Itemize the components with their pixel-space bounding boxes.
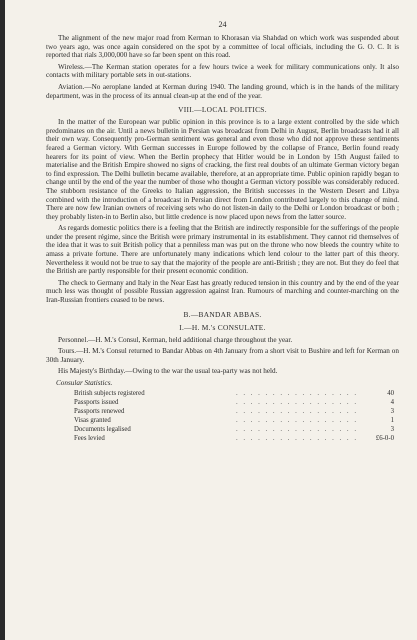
stats-value: 40 (387, 390, 394, 397)
section-heading-bandar-abbas: B.—BANDAR ABBAS. (183, 309, 262, 319)
stats-row (74, 398, 394, 407)
paragraph-domestic-politics: As regards domestic politics there is a feeling that the British are indirectly responsible for the sufferings of the people under the present régime, since the British were primary instrumental in its establishment. They cannot rid themselves of the idea that it was to suit British policy that a penniless man was put on the throne who now bleeds the country white to amass a private fortune. There are unfortunately many indications which lend colour to the latter part of this theory. Nevertheless it would not be true to say that the majority of the people are anti-British ; they are not. But they do feel that the British are partly responsible for their present economic condition. (46, 224, 399, 276)
paragraph-european-war: In the matter of the European war public opinion in this province is to a large extent controlled by the side which predominates on the air. Until a news bulletin in Persian was broadcast from Delhi in August, Berlin broadcasts had it all their own way. Consequently pro-German sentiment was general and even those who did not approve these sentiments feared a German victory. With German successes in Europe followed by the collapse of France, Berlin found ready hearers for its point of view. When the Berlin prophecy that Hitler would be in London by 15th August failed to materialise and the British Empire showed no signs of cracking, the first real doubts of an ultimate German victory began to find expression. The Delhi bulletin became available, therefore, at an appropriate time. Public opinion rapidly began to change until by the end of the year the number of those who thought a German victory possible was considerably reduced. The stubborn resistance of the Greeks to Italian aggression, the British successes in the Western Desert and Libya combined with the introduction of a broadcast in Persian direct from London contributed largely to this change of mind. There are now few Iranian owners of receiving sets who do not listen-in daily to the Delhi or London broadcast or both ; they probably listen-in to Berlin also, but little credence is now placed upon news from the latter source. (46, 118, 399, 221)
stats-row (74, 407, 394, 416)
subsection-heading-consulate: I.—H. M.'s CONSULATE. (179, 322, 266, 332)
stats-row (74, 434, 394, 443)
leader-dots: . . . . . . . . . . . . . . . . . (235, 408, 359, 415)
stats-row (74, 389, 394, 398)
stats-label: British subjects registered (74, 390, 145, 397)
stats-value: 1 (390, 417, 394, 424)
stats-value: 3 (390, 426, 394, 433)
binding-edge (0, 0, 5, 640)
leader-dots: . . . . . . . . . . . . . . . . . (235, 390, 359, 397)
leader-dots: . . . . . . . . . . . . . . . . . (235, 399, 359, 406)
stats-label: Documents legalised (74, 426, 131, 433)
stats-value: 4 (390, 399, 394, 406)
stats-row (74, 416, 394, 425)
section-heading-local-politics: VIII.—LOCAL POLITICS. (178, 105, 267, 115)
stats-label: Fees levied (74, 435, 105, 442)
leader-dots: . . . . . . . . . . . . . . . . . (235, 426, 359, 433)
leader-dots: . . . . . . . . . . . . . . . . . (235, 435, 359, 442)
stats-row (74, 425, 394, 434)
stats-label: Passports renewed (74, 408, 125, 415)
page-number: 24 (218, 20, 227, 29)
stats-value: £6-0-0 (375, 435, 394, 442)
stats-title: Consular Statistics. (56, 379, 113, 387)
paragraph-wireless: Wireless.—The Kerman station operates for a few hours twice a week for military communications only. It also contacts with military portable sets in out-stations. (46, 62, 399, 80)
paragraph-personnel: Personnel.—H. M.'s Consul, Kerman, held additional charge throughout the year. (58, 335, 293, 344)
stats-label: Passports issued (74, 399, 119, 406)
stats-value: 3 (390, 408, 394, 415)
leader-dots: . . . . . . . . . . . . . . . . . (235, 417, 359, 424)
paragraph-road: The alignment of the new major road from Kerman to Khorasan via Shahdad on which work was suspended about two years ago, was once again considered on the spot by a committee of local officials, including the G. O. C. It is reported that rials 3,000,000 have so far been spent on this road. (46, 34, 399, 60)
stats-label: Visas granted (74, 417, 111, 424)
paragraph-birthday: His Majesty's Birthday.—Owing to the war the usual tea-party was not held. (58, 367, 278, 376)
paragraph-aviation: Aviation.—No aeroplane landed at Kerman during 1940. The landing ground, which is in the hands of the military department, was in the process of its annual clean-up at the end of the year. (46, 82, 399, 100)
consular-stats-table (74, 389, 394, 443)
paragraph-tours: Tours.—H. M.'s Consul returned to Bandar Abbas on 4th January from a short visit to Bushire and left for Kerman on 30th January. (46, 347, 399, 364)
paragraph-near-east: The check to Germany and Italy in the Near East has greatly reduced tension in this country and by the end of the year much less was thought of possible Russian aggression against Iran. Rumours of marching and counter-marching on the Iran-Russian frontiers ceased to be news. (46, 278, 399, 305)
